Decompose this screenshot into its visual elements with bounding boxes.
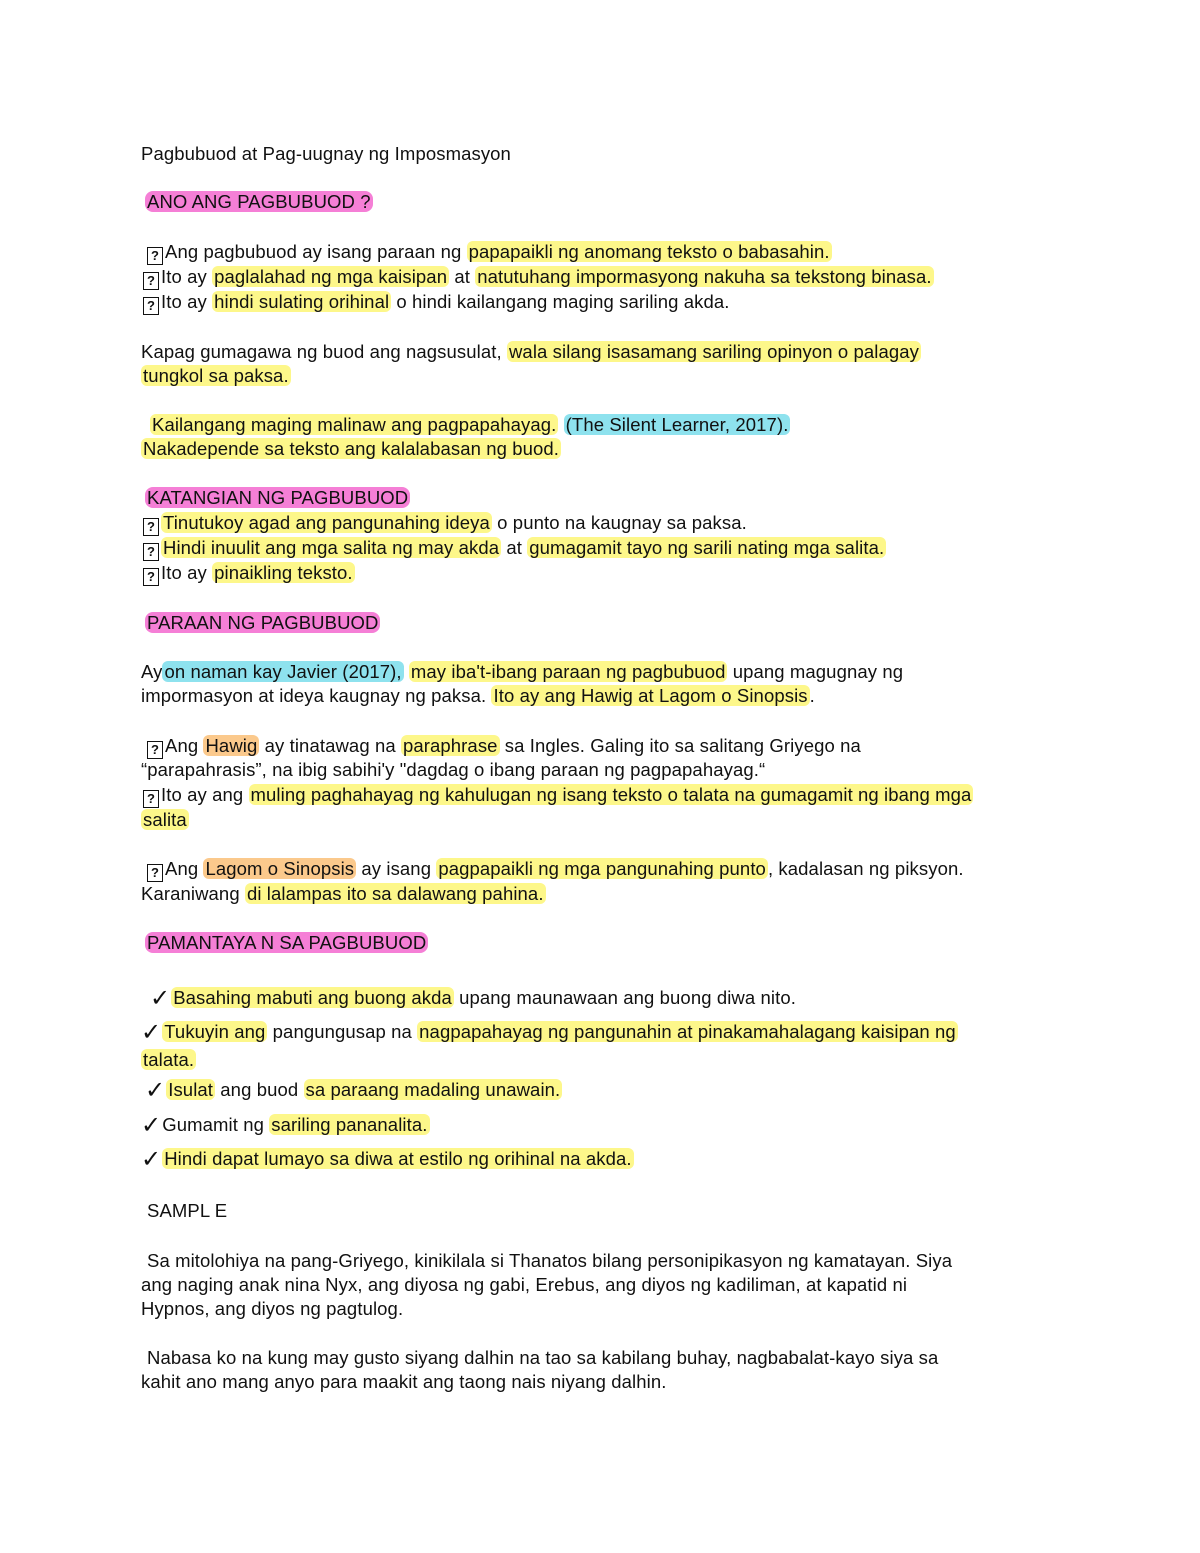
text: , kadalasan ng piksyon.	[767, 858, 964, 879]
highlight-cyan: (The Silent Learner, 2017).	[565, 414, 789, 435]
highlight-yellow: paraphrase	[402, 735, 498, 756]
highlight-yellow: natutuhang impormasyong nakuha sa tekstong binasa.	[477, 266, 932, 287]
text: o punto na kaugnay sa paksa.	[491, 512, 747, 533]
missing-glyph-icon: ?	[147, 247, 163, 265]
paragraph-line: “parapahrasis”, na ibig sabihi'y "dagdag o ibang paraan ng pagpapahayag.“	[141, 759, 766, 780]
missing-glyph-icon: ?	[143, 297, 159, 315]
sample-heading: SAMPL E	[147, 1200, 228, 1221]
highlight-cyan: on naman kay Javier (2017),	[164, 661, 402, 682]
highlight-yellow: tungkol sa paksa.	[143, 365, 289, 386]
highlight-orange: Hawig	[205, 735, 258, 756]
text: impormasyon at ideya kaugnay ng paksa.	[141, 685, 492, 706]
missing-glyph-icon: ?	[143, 543, 159, 561]
paragraph-line	[141, 364, 291, 388]
highlight-yellow: Basahing mabuti ang buong akda	[173, 987, 452, 1008]
text: Ito ay	[161, 562, 213, 583]
text: .	[809, 685, 815, 706]
paragraph-line	[150, 413, 790, 437]
checkmark-icon: ✓	[150, 985, 171, 1012]
sample-paragraph-line: ang naging anak nina Nyx, ang diyosa ng gabi, Erebus, ang diyos ng kadiliman, at kapatid ni	[141, 1274, 908, 1295]
text: Ang	[165, 858, 204, 879]
checkmark-icon: ✓	[141, 1019, 162, 1046]
highlight-yellow: Hindi inuulit ang mga salita ng may akda	[163, 537, 500, 558]
bullet-line	[143, 290, 730, 315]
check-line	[145, 1078, 562, 1102]
text: Ang	[165, 735, 204, 756]
text: Ay	[141, 661, 163, 682]
sample-paragraph-line: kahit ano mang anyo para maakit ang taong nais niyang dalhin.	[141, 1371, 667, 1392]
sample-paragraph-line: Sa mitolohiya na pang-Griyego, kinikilala si Thanatos bilang personipikasyon ng kamatayan. Siya	[147, 1250, 953, 1271]
highlight-yellow: gumagamit tayo ng sarili nating mga salita.	[529, 537, 885, 558]
highlight-yellow: pagpapaikli ng mga pangunahing punto	[438, 858, 766, 879]
missing-glyph-icon: ?	[143, 568, 159, 586]
text: upang maunawaan ang buong diwa nito.	[453, 987, 796, 1008]
missing-glyph-icon: ?	[143, 272, 159, 290]
bullet-line	[143, 783, 973, 808]
text: at	[449, 266, 476, 287]
bullet-line	[147, 734, 861, 759]
heading-ano-ang-pagbubuod	[145, 190, 373, 214]
heading-pamantayan	[145, 931, 428, 955]
heading-text: ANO ANG PAGBUBUOD ?	[147, 191, 371, 212]
heading-text: PAMANTAYA N SA PAGBUBUOD	[147, 932, 427, 953]
paragraph-line	[141, 1048, 196, 1072]
paragraph-line	[141, 437, 561, 461]
text: ang buod	[215, 1079, 304, 1100]
heading-text: PARAAN NG PAGBUBUOD	[147, 612, 379, 633]
bullet-line	[143, 561, 355, 586]
bullet-line	[143, 265, 934, 290]
text: Ito ay	[161, 266, 213, 287]
highlight-yellow: Ito ay ang Hawig at Lagom o Sinopsis	[493, 685, 808, 706]
highlight-yellow: Isulat	[168, 1079, 214, 1100]
text: Ito ay	[161, 291, 213, 312]
text: at	[501, 537, 528, 558]
heading-katangian	[145, 486, 410, 510]
highlight-yellow: muling paghahayag ng kahulugan ng isang teksto o talata na gumagamit ng ibang mga	[250, 784, 972, 805]
highlight-yellow: Nakadepende sa teksto ang kalalabasan ng buod.	[143, 438, 560, 459]
highlight-yellow: talata.	[143, 1049, 195, 1070]
highlight-yellow: Kailangang maging malinaw ang pagpapahayag.	[152, 414, 557, 435]
bullet-line	[147, 240, 832, 265]
check-line	[150, 986, 796, 1010]
paragraph-line	[141, 684, 815, 708]
text: Ito ay ang	[161, 784, 249, 805]
bullet-line	[143, 536, 886, 561]
check-line	[141, 1113, 430, 1137]
highlight-yellow: di lalampas ito sa dalawang pahina.	[246, 883, 544, 904]
highlight-orange: Lagom o Sinopsis	[205, 858, 355, 879]
bullet-line	[143, 511, 747, 536]
text: Gumamit ng	[162, 1114, 270, 1135]
checkmark-icon: ✓	[141, 1146, 162, 1173]
sample-paragraph-line: Nabasa ko na kung may gusto siyang dalhin na tao sa kabilang buhay, nagbabalat-kayo siya sa	[147, 1347, 939, 1368]
highlight-yellow: nagpapahayag ng pangunahin at pinakamahalagang kaisipan ng	[419, 1021, 956, 1042]
highlight-yellow: Tukuyin ang	[164, 1021, 266, 1042]
highlight-yellow: pinaikling teksto.	[214, 562, 353, 583]
text: Ang pagbubuod ay isang paraan ng	[165, 241, 467, 262]
missing-glyph-icon: ?	[143, 518, 159, 536]
paragraph-line	[141, 808, 189, 832]
missing-glyph-icon: ?	[143, 790, 159, 808]
highlight-yellow: Tinutukoy agad ang pangunahing ideya	[163, 512, 490, 533]
document-title: Pagbubuod at Pag-uugnay ng Imposmasyon	[141, 143, 511, 164]
checkmark-icon: ✓	[141, 1112, 162, 1139]
text: upang magugnay ng	[727, 661, 904, 682]
heading-text: KATANGIAN NG PAGBUBUOD	[147, 487, 409, 508]
highlight-yellow: hindi sulating orihinal	[214, 291, 390, 312]
text: sa Ingles. Galing ito sa salitang Griyego na	[499, 735, 861, 756]
text: o hindi kailangang maging sariling akda.	[391, 291, 730, 312]
bullet-line	[147, 857, 964, 882]
highlight-yellow: sa paraang madaling unawain.	[305, 1079, 561, 1100]
paragraph-line	[141, 882, 546, 906]
checkmark-icon: ✓	[145, 1077, 166, 1104]
sample-paragraph-line: Hypnos, ang diyos ng pagtulog.	[141, 1298, 404, 1319]
text: ay tinatawag na	[259, 735, 401, 756]
highlight-yellow: Hindi dapat lumayo sa diwa at estilo ng orihinal na akda.	[164, 1148, 632, 1169]
missing-glyph-icon: ?	[147, 741, 163, 759]
text: Kapag gumagawa ng buod ang nagsusulat,	[141, 341, 507, 362]
highlight-yellow: salita	[143, 809, 187, 830]
text: pangungusap na	[267, 1021, 418, 1042]
highlight-yellow: wala silang isasamang sariling opinyon o palagay	[508, 341, 919, 362]
paragraph-line	[141, 340, 921, 364]
highlight-yellow: may iba't-ibang paraan ng pagbubuod	[410, 661, 726, 682]
heading-paraan	[145, 611, 380, 635]
check-line	[141, 1020, 958, 1044]
check-line	[141, 1147, 634, 1171]
paragraph-line	[141, 660, 903, 684]
highlight-yellow: paglalahad ng mga kaisipan	[214, 266, 448, 287]
missing-glyph-icon: ?	[147, 864, 163, 882]
highlight-yellow: papapaikli ng anomang teksto o babasahin.	[468, 241, 830, 262]
text: Karaniwang	[141, 883, 245, 904]
text: ay isang	[356, 858, 437, 879]
highlight-yellow: sariling pananalita.	[271, 1114, 428, 1135]
